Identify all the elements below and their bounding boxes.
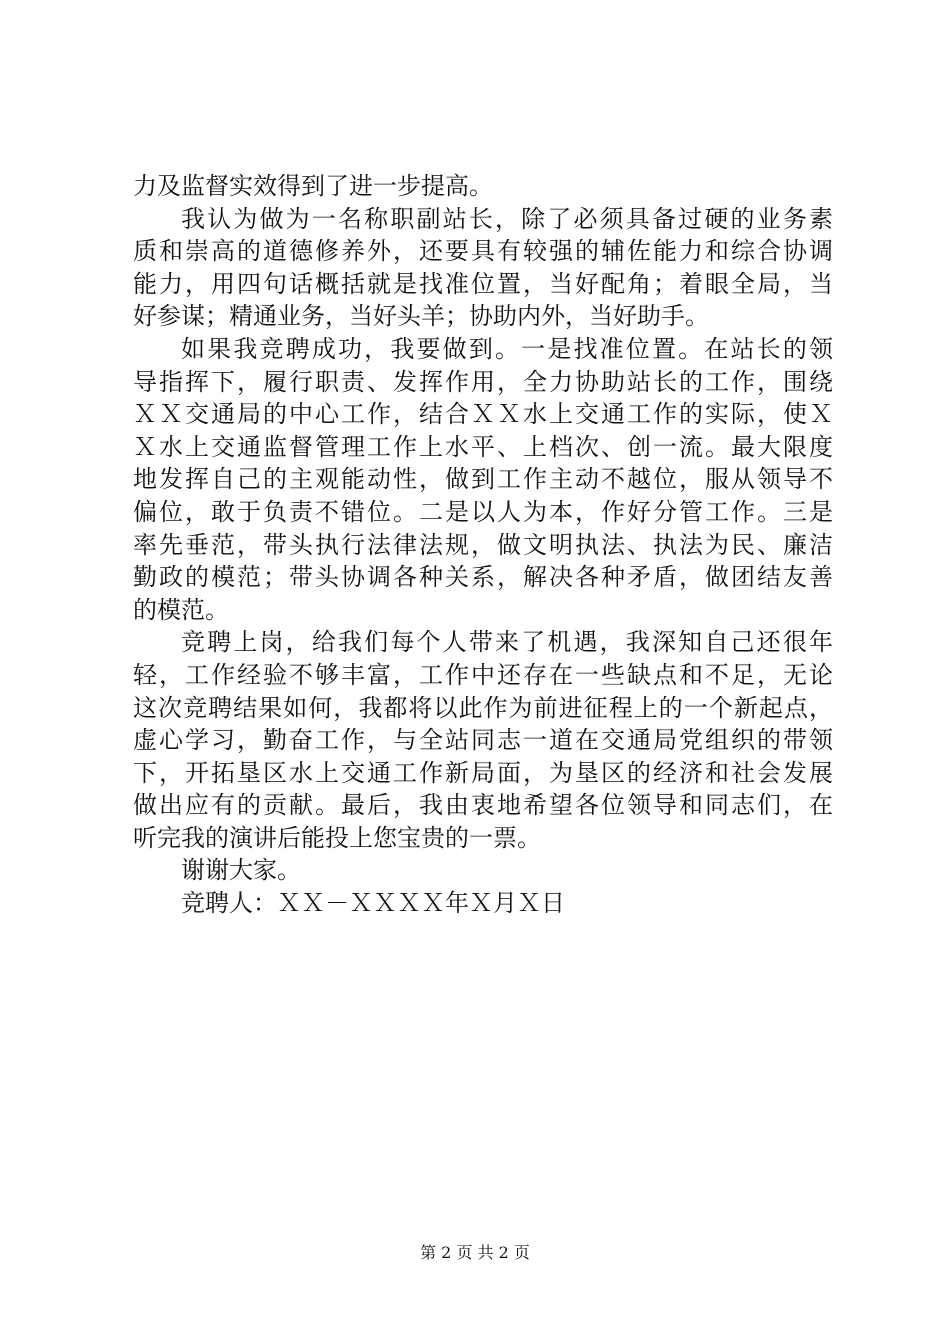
text-line: 偏位，敢于负责不错位。二是以人为本，作好分管工作。三是 xyxy=(133,497,833,526)
text-line: 的模范。 xyxy=(133,595,229,624)
text-line: 竞聘人：ＸＸ－ＸＸＸＸ年Ｘ月Ｘ日 xyxy=(181,889,565,918)
text-line: 下，开拓垦区水上交通工作新局面，为垦区的经济和社会发展 xyxy=(133,758,833,787)
paragraph xyxy=(133,203,833,333)
text-line: 好参谋；精通业务，当好头羊；协助内外，当好助手。 xyxy=(133,302,709,331)
text-line: 导指挥下，履行职责、发挥作用，全力协助站长的工作，围绕 xyxy=(133,367,833,396)
text-line: Ｘ水上交通监督管理工作上水平、上档次、创一流。最大限度 xyxy=(133,432,833,461)
document-body xyxy=(133,170,833,920)
text-line: 这次竞聘结果如何，我都将以此作为前进征程上的一个新起点， xyxy=(133,693,833,722)
text-line: ＸＸ交通局的中心工作，结合ＸＸ水上交通工作的实际，使Ｘ xyxy=(133,400,833,429)
paragraph xyxy=(133,626,833,854)
text-line: 我认为做为一名称职副站长，除了必须具备过硬的业务素 xyxy=(181,204,833,233)
text-line: 力及监督实效得到了进一步提高。 xyxy=(133,172,493,200)
text-line: 谢谢大家。 xyxy=(181,856,301,885)
paragraph xyxy=(133,887,833,920)
text-line: 能力，用四句话概括就是找准位置，当好配角；着眼全局，当 xyxy=(133,269,833,298)
text-line: 竞聘上岗，给我们每个人带来了机遇，我深知自己还很年 xyxy=(181,628,833,657)
text-line: 率先垂范，带头执行法律法规，做文明执法、执法为民、廉洁 xyxy=(133,530,833,559)
text-line: 听完我的演讲后能投上您宝贵的一票。 xyxy=(133,823,541,852)
text-line: 轻，工作经验不够丰富，工作中还存在一些缺点和不足，无论 xyxy=(133,660,833,689)
text-line: 虚心学习，勤奋工作，与全站同志一道在交通局党组织的带领 xyxy=(133,726,833,755)
text-line: 如果我竞聘成功，我要做到。一是找准位置。在站长的领 xyxy=(181,334,833,363)
text-line: 勤政的模范；带头协调各种关系，解决各种矛盾，做团结友善 xyxy=(133,563,833,592)
text-line: 地发挥自己的主观能动性，做到工作主动不越位，服从领导不 xyxy=(133,465,833,494)
paragraph xyxy=(133,170,833,203)
text-line: 质和崇高的道德修养外，还要具有较强的辅佐能力和综合协调 xyxy=(133,237,833,266)
text-line: 做出应有的贡献。最后，我由衷地希望各位领导和同志们，在 xyxy=(133,791,833,820)
paragraph xyxy=(133,854,833,887)
paragraph xyxy=(133,333,833,626)
page-footer: 第 2 页 共 2 页 xyxy=(420,1243,530,1262)
